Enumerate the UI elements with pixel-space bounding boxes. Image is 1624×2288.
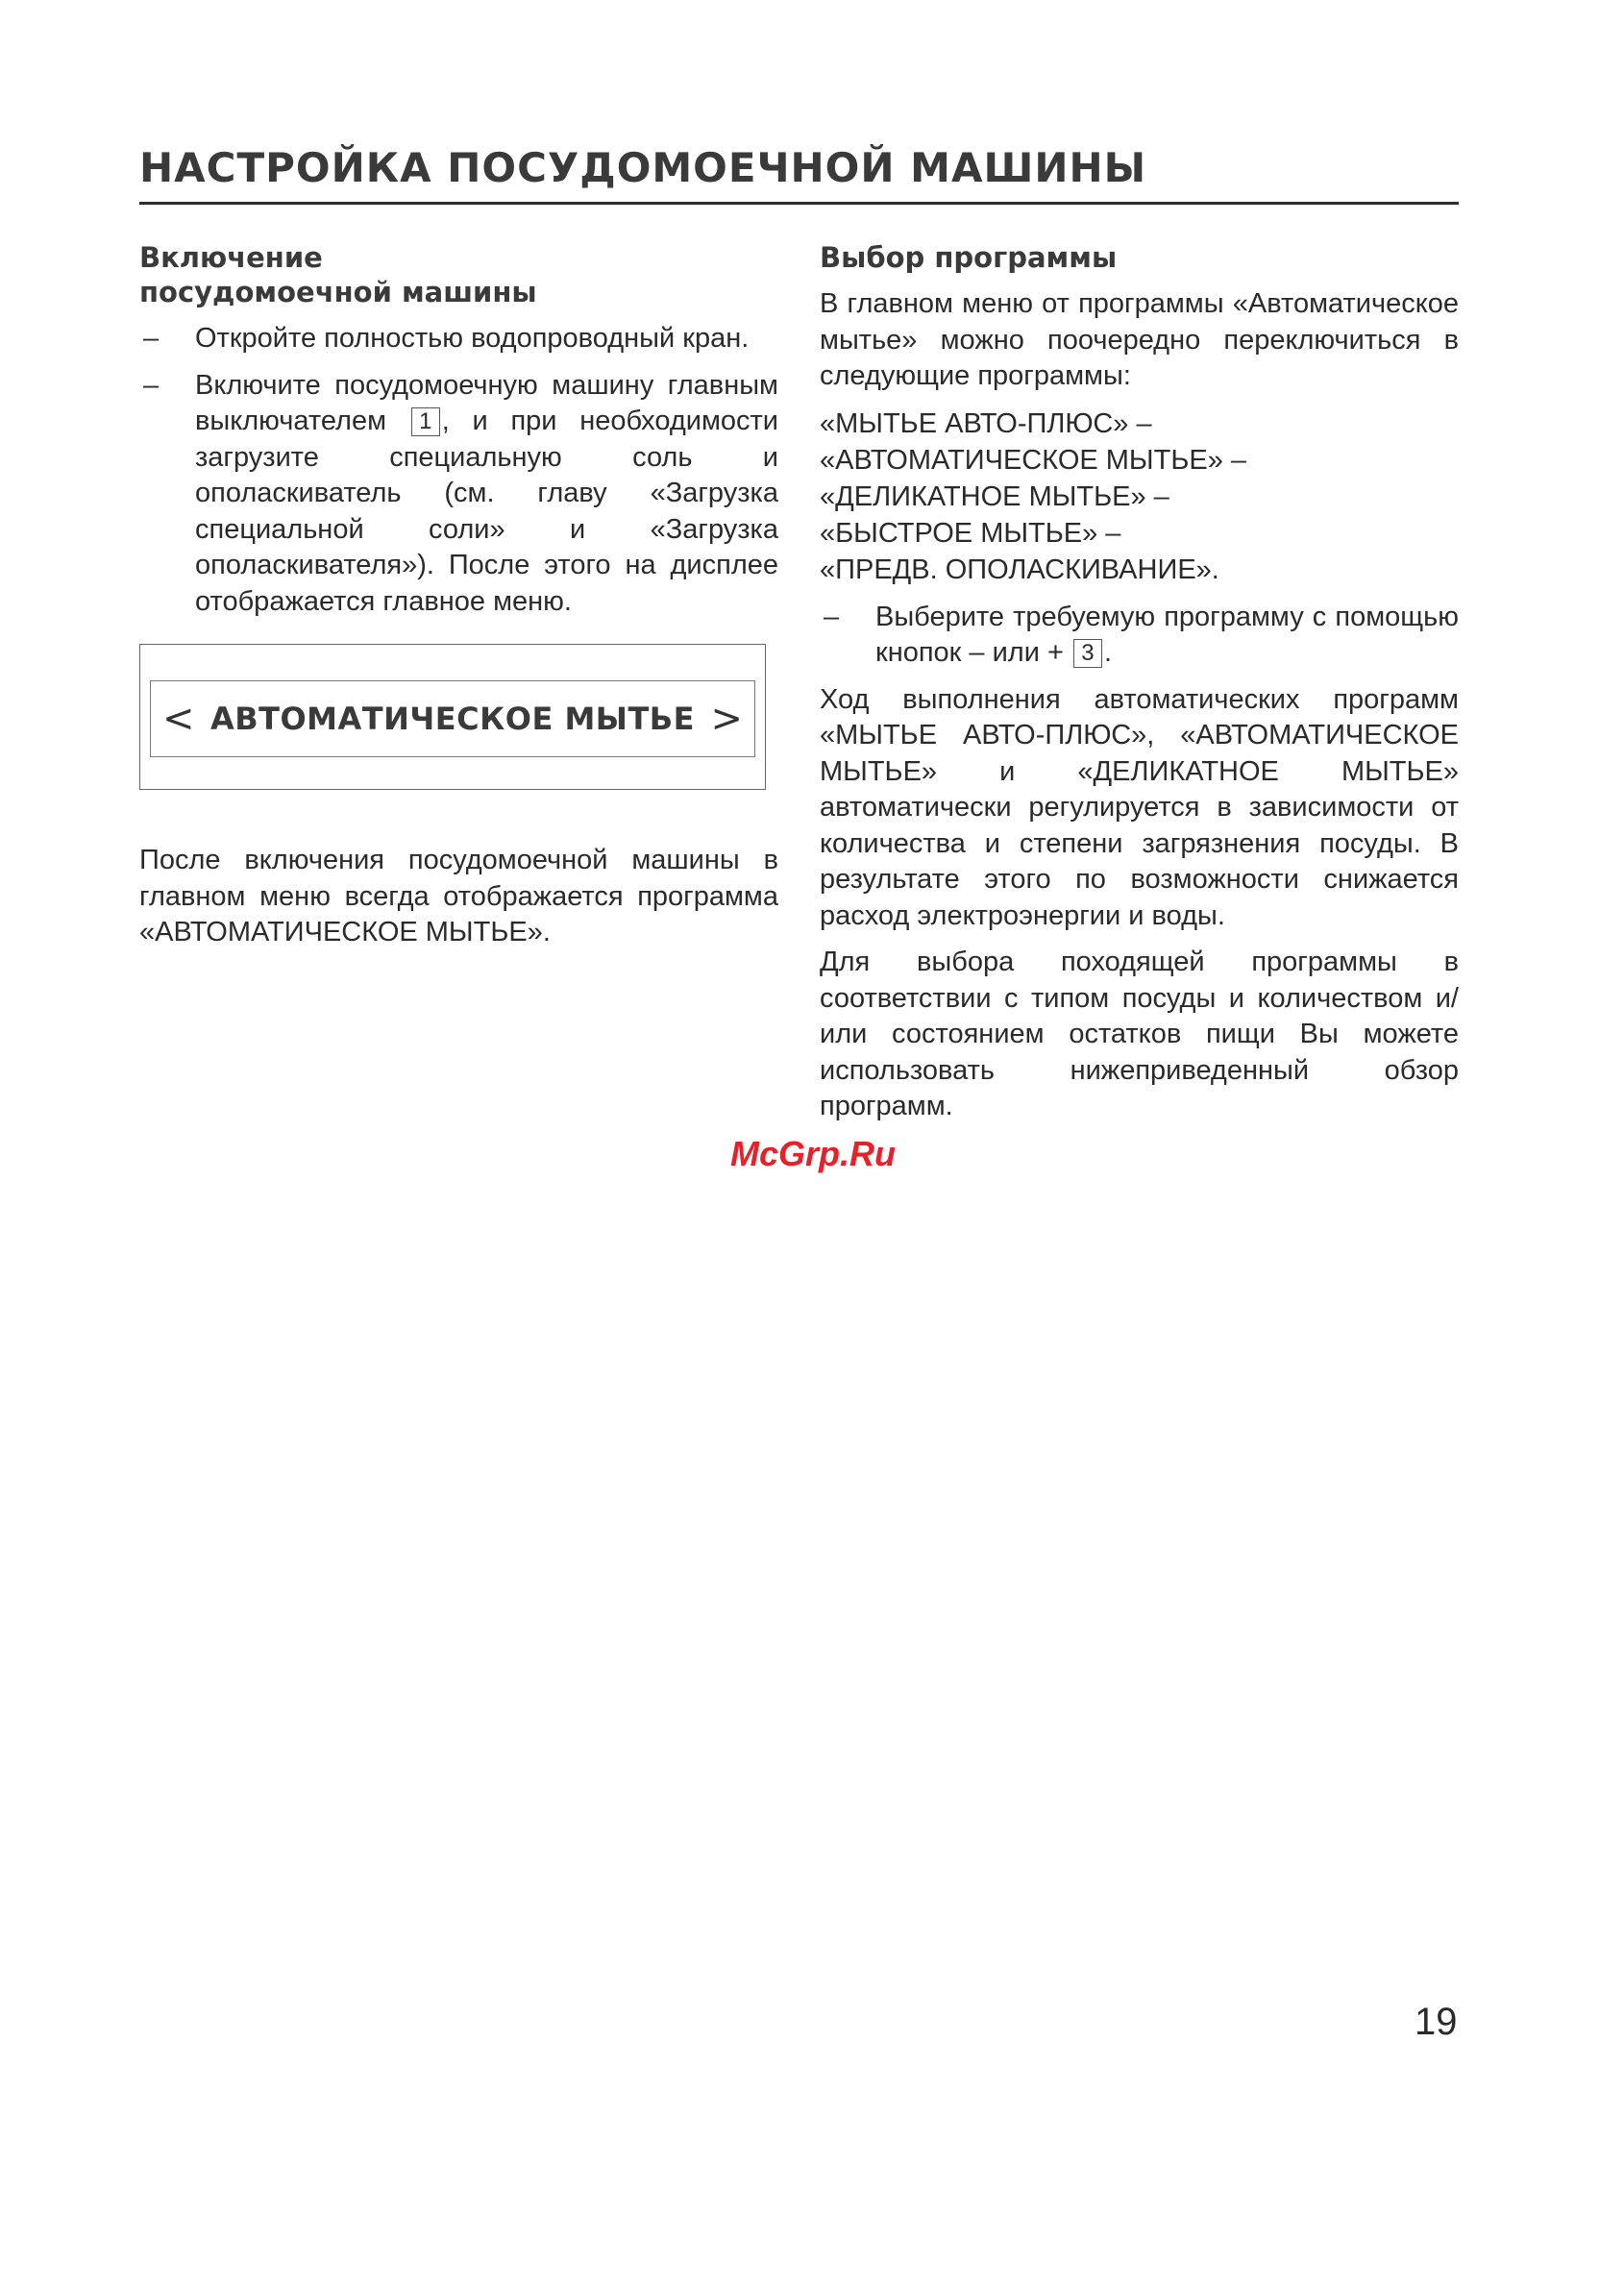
- paragraph: Ход выполнения автоматических программ «МЫТЬЕ АВТО-ПЛЮС», «АВТОМАТИЧЕСКОЕ МЫТЬЕ» и «ДЕЛИКАТНОЕ МЫТЬЕ» автоматически регулируется в зависимости от количества и степени загрязнения посуды. В результате этого по возможности снижается расход электроэнергии и воды.: [820, 683, 1459, 931]
- left-column: [139, 240, 778, 962]
- main-switch-key: 1: [411, 407, 440, 436]
- paragraph: Для выбора походящей программы в соответствии с типом посуды и количеством и/или состоянием остатков пищи Вы можете использовать нижеприведенный обзор программ.: [820, 947, 1459, 1121]
- program-item: «ДЕЛИКАТНОЕ МЫТЬЕ» –: [820, 480, 1169, 512]
- program-list: [820, 406, 1459, 588]
- bullet-text: [875, 600, 1459, 672]
- title-divider: [139, 202, 1459, 205]
- program-item: «МЫТЬЕ АВТО-ПЛЮС» –: [820, 407, 1152, 439]
- program-item: «ПРЕДВ. ОПОЛАСКИВАНИЕ».: [820, 554, 1219, 585]
- page-title: НАСТРОЙКА ПОСУДОМОЕЧНОЙ МАШИНЫ: [139, 144, 1147, 191]
- arrow-left-icon: <: [162, 697, 195, 741]
- bullet-text-part2: , и при необходимости загрузите специальную соль и ополаскиватель (см. главу «Загрузка специальной соли» и «Загрузка ополаскивателя»). После этого на дисплее отображается главное меню.: [195, 406, 778, 617]
- list-item: [139, 321, 778, 357]
- right-column: [820, 240, 1459, 1136]
- display-program-name: АВТОМАТИЧЕСКОЕ МЫТЬЕ: [209, 701, 696, 737]
- bullet-dash: –: [824, 601, 840, 632]
- bullet-text-part1: Выберите требуемую программу с помощью кнопок – или +: [875, 601, 1459, 668]
- bullet-text-part1: Включите посудомоечную машину главным выключателем: [195, 369, 778, 436]
- list-item: [139, 368, 778, 621]
- display-screen: [150, 680, 755, 757]
- select-key: 3: [1073, 639, 1102, 668]
- bullet-dash: –: [143, 323, 160, 354]
- page-number: 19: [1415, 2001, 1458, 2043]
- section-heading-program-select: Выбор программы: [820, 241, 1118, 274]
- bullet-dash: –: [143, 369, 160, 401]
- heading-line-2: посудомоечной машины: [139, 276, 537, 308]
- list-item: [820, 600, 1459, 672]
- bullet-text: Откройте полностью водопроводный кран.: [195, 323, 750, 354]
- heading-line-1: Включение: [139, 241, 323, 274]
- bullet-text: [195, 368, 778, 621]
- section-heading-power-on: [139, 240, 778, 309]
- paragraph: После включения посудомоечной машины в главном меню всегда отображается программа «АВТОМАТИЧЕСКОЕ МЫТЬЕ».: [139, 845, 778, 947]
- program-item: «АВТОМАТИЧЕСКОЕ МЫТЬЕ» –: [820, 444, 1247, 476]
- paragraph: В главном меню от программы «Автоматическое мытье» можно поочередно переключиться в следующие программы:: [820, 288, 1459, 391]
- bullet-text-part2: .: [1103, 637, 1113, 668]
- display-illustration: [139, 644, 766, 790]
- arrow-right-icon: >: [710, 697, 743, 741]
- watermark: McGrp.Ru: [730, 1134, 897, 1173]
- program-item: «БЫСТРОЕ МЫТЬЕ» –: [820, 517, 1121, 549]
